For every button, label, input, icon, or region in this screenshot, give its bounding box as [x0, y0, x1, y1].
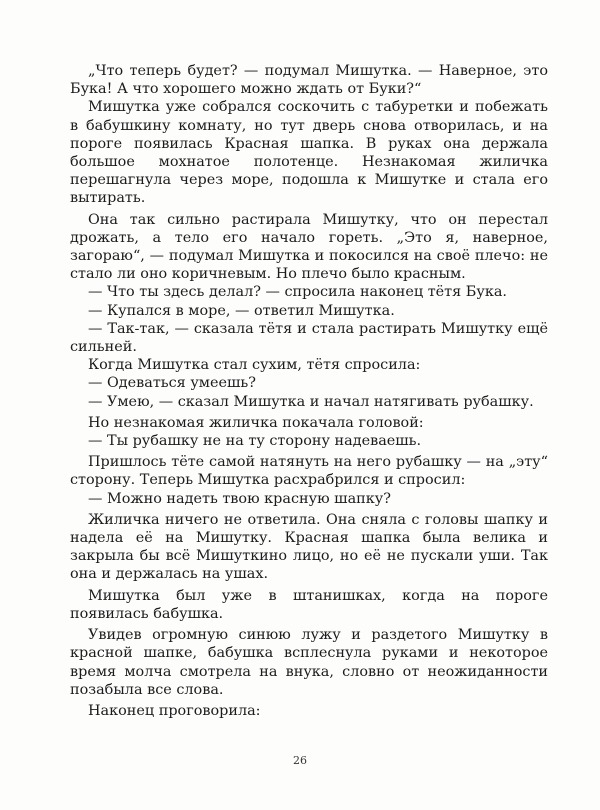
dialogue-line: — Купался в море, — ответил Мишутка.: [88, 302, 395, 319]
dialogue-line: — Что ты здесь делал? — спросила наконец тётя Бука.: [88, 284, 507, 301]
page-number: 26: [293, 754, 307, 767]
paragraph: Она так сильно растирала Мишутку, что он перестал дрожать, а тело его начало гореть. „Это я, наверное, загораю“, — подумал Мишутка и покосился на своё плечо: не стало ли оно коричневым. Но плечо было красным.: [70, 211, 548, 283]
paragraph: Но незнакомая жиличка покачала головой:: [88, 414, 424, 431]
paragraph: „Что теперь будет? — подумал Мишутка. — Наверное, это Бука! А что хорошего можно ждать от Буки?“: [70, 63, 548, 98]
dialogue-line: — Умею, — сказал Мишутка и начал натягивать рубашку.: [88, 393, 534, 410]
dialogue-line: — Ты рубашку не на ту сторону надеваешь.: [88, 433, 422, 450]
paragraph: Наконец проговорила:: [88, 702, 261, 719]
paragraph: Мишутка уже собрался соскочить с табуретки и побежать в бабушкину комнату, но тут дверь снова отворилась, и на пороге появилась Красная шапка. В руках она держала большое мохнатое полотенце. Незнакомая жиличка перешагнула через море, подошла к Мишутке и стала его вытирать.: [70, 99, 548, 207]
paragraph: Жиличка ничего не ответила. Она сняла с головы шапку и надела её на Мишутку. Красная шапка была велика и закрыла бы всё Мишуткино лицо, но её не пускали уши. Так она и держалась на ушах.: [70, 511, 548, 583]
dialogue-line: — Можно надеть твою красную шапку?: [88, 490, 391, 507]
dialogue-line: — Одеваться умеешь?: [88, 375, 256, 392]
paragraph: Мишутка был уже в штанишках, когда на пороге появилась бабушка.: [70, 587, 548, 622]
paragraph: Пришлось тёте самой натянуть на него рубашку — на „эту“ сторону. Теперь Мишутка расхрабрился и спросил:: [70, 454, 548, 489]
dialogue-line: — Так-так, — сказала тётя и стала растирать Мишутку ещё сильней.: [70, 320, 548, 356]
paragraph: Когда Мишутка стал сухим, тётя спросила:: [88, 357, 421, 374]
page-text: [70, 62, 548, 720]
paragraph: Увидев огромную синюю лужу и раздетого Мишутку в красной шапке, бабушка всплеснула руками и некоторое время молча смотрела на внука, словно от неожиданности позабыла все слова.: [70, 627, 548, 698]
